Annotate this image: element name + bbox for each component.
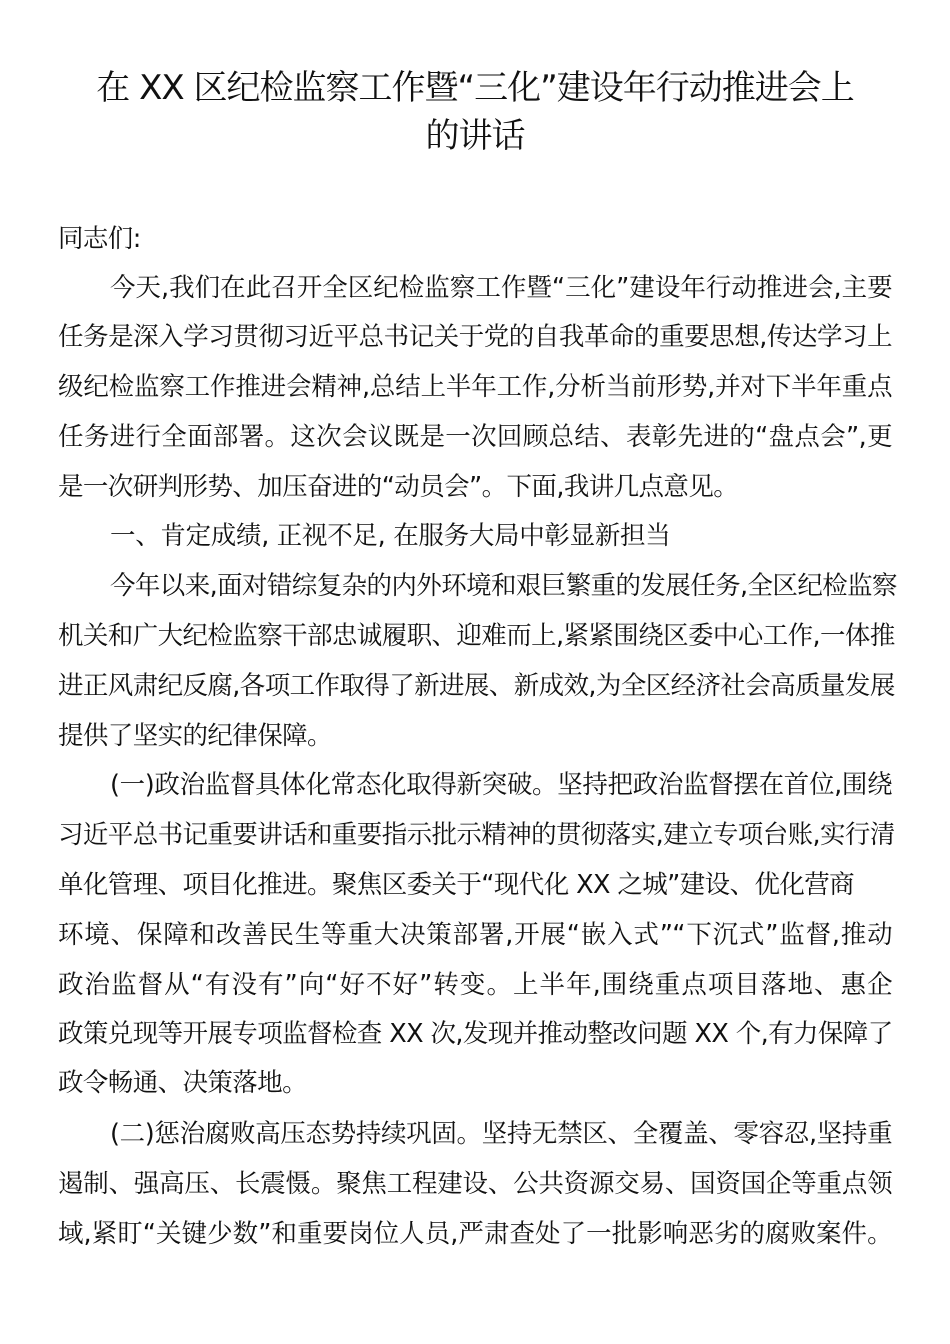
paragraph-2-line-1: 今年以来,面对错综复杂的内外环境和艰巨繁重的发展任务,全区纪检监察 bbox=[110, 571, 897, 601]
paragraph-1-line-1: 今天,我们在此召开全区纪检监察工作暨“三化”建设年行动推进会,主要 bbox=[110, 273, 892, 303]
document-title bbox=[50, 64, 900, 160]
salutation: 同志们: bbox=[58, 224, 141, 254]
paragraph-2-line-4: 提供了坚实的纪律保障。 bbox=[58, 721, 332, 751]
paragraph-3-line-2: 习近平总书记重要讲话和重要指示批示精神的贯彻落实,建立专项台账,实行清 bbox=[58, 820, 895, 850]
paragraph-4-line-1: (二)惩治腐败高压态势持续巩固。坚持无禁区、全覆盖、零容忍,坚持重 bbox=[110, 1119, 892, 1149]
title-line-1: 在 XX 区纪检监察工作暨“三化”建设年行动推进会上 bbox=[96, 68, 854, 108]
paragraph-3-line-5: 政治监督从“有没有”向“好不好”转变。上半年,围绕重点项目落地、惠企 bbox=[58, 970, 892, 1000]
paragraph-3-line-6: 政策兑现等开展专项监督检查 XX 次,发现并推动整改问题 XX 个,有力保障了 bbox=[58, 1019, 893, 1049]
section-heading-1: 一、肯定成绩, 正视不足, 在服务大局中彰显新担当 bbox=[110, 521, 671, 551]
paragraph-1-line-2: 任务是深入学习贯彻习近平总书记关于党的自我革命的重要思想,传达学习上 bbox=[58, 322, 892, 352]
paragraph-1-line-4: 任务进行全面部署。这次会议既是一次回顾总结、表彰先进的“盘点会”,更 bbox=[58, 422, 892, 452]
paragraph-2-line-2: 机关和广大纪检监察干部忠诚履职、迎难而上,紧紧围绕区委中心工作,一体推 bbox=[58, 621, 895, 651]
title-line-2: 的讲话 bbox=[425, 116, 525, 156]
paragraph-1-line-3: 级纪检监察工作推进会精神,总结上半年工作,分析当前形势,并对下半年重点 bbox=[58, 372, 892, 402]
paragraph-2-line-3: 进正风肃纪反腐,各项工作取得了新进展、新成效,为全区经济社会高质量发展 bbox=[58, 671, 895, 701]
paragraph-3-line-7: 政令畅通、决策落地。 bbox=[58, 1068, 308, 1098]
paragraph-3-line-3: 单化管理、项目化推进。聚焦区委关于“现代化 XX 之城”建设、优化营商 bbox=[58, 870, 855, 900]
paragraph-1-line-5: 是一次研判形势、加压奋进的“动员会”。下面,我讲几点意见。 bbox=[58, 472, 739, 502]
paragraph-4-line-2: 遏制、强高压、长震慑。聚焦工程建设、公共资源交易、国资国企等重点领 bbox=[58, 1169, 892, 1199]
paragraph-3-line-4: 环境、保障和改善民生等重大决策部署,开展“嵌入式”“下沉式”监督,推动 bbox=[58, 920, 892, 950]
paragraph-4-line-3: 域,紧盯“关键少数”和重要岗位人员,严肃查处了一批影响恶劣的腐败案件。 bbox=[58, 1219, 892, 1249]
paragraph-3-line-1: (一)政治监督具体化常态化取得新突破。坚持把政治监督摆在首位,围绕 bbox=[110, 770, 892, 800]
